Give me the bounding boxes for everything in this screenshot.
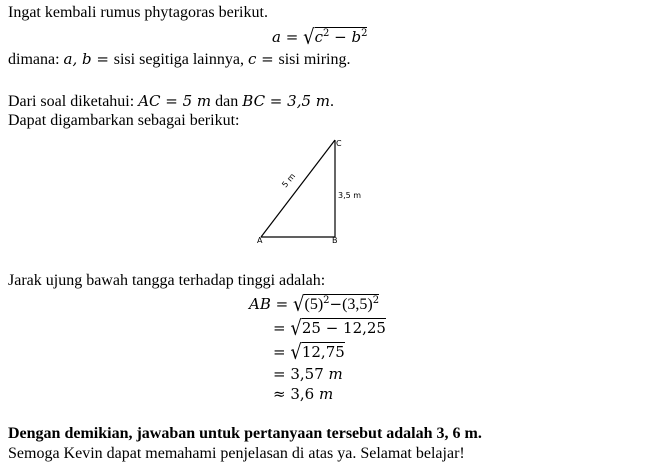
equals-sign: = [275, 295, 289, 313]
given-dan: dan [211, 93, 243, 110]
definition-eq: = [91, 50, 114, 68]
vertex-b-label: B [332, 236, 338, 245]
equation-value: = 3,57 [273, 365, 329, 383]
radicand: 25 − 12,25 [301, 319, 386, 337]
pythagoras-formula [272, 27, 367, 48]
definition-c: c [247, 50, 257, 68]
equation-line-3 [273, 342, 345, 363]
formula-b: b [351, 28, 362, 46]
term-a: (5) [304, 296, 324, 313]
diagram-intro: Dapat digambarkan sebagai berikut: [8, 112, 240, 129]
exponent: 2 [323, 295, 330, 306]
definition-prefix: dimana: [8, 51, 64, 68]
term-b: (3,5) [342, 296, 373, 313]
hypotenuse-label: 5 m [280, 171, 298, 190]
given-unit: m [315, 92, 331, 110]
unit: m [318, 385, 334, 403]
definition-mid: sisi segitiga lainnya, [113, 51, 248, 68]
triangle-diagram [250, 135, 370, 250]
side-bc-label: 3,5 m [338, 191, 362, 200]
equation-value: ≈ 3,6 [273, 385, 319, 403]
minus-sign: − [329, 295, 343, 313]
formula-sqrt: $√c^2 - b^2$ [303, 25, 368, 50]
vertex-a-label: A [257, 236, 263, 245]
formula-exp: 2 [322, 28, 330, 39]
unit: m [328, 365, 343, 383]
conclusion-answer: Dengan demikian, jawaban untuk pertanyaan tersebut adalah 3, 6 m. [8, 425, 482, 442]
definition-ab: a, b [63, 50, 92, 68]
formula-c: c [314, 28, 323, 46]
equals-sign: = [273, 319, 286, 337]
equals-sign: = [273, 343, 286, 361]
equation-line-1 [249, 294, 379, 315]
sqrt-expression: √12,75 [290, 340, 345, 365]
definition-end: sisi miring. [278, 51, 351, 68]
formula-minus: − [334, 28, 347, 46]
formula-equals: = [285, 28, 299, 46]
exponent: 2 [372, 295, 380, 306]
given-dot: . [330, 93, 335, 110]
given-unit: m [196, 92, 212, 110]
vertex-c-label: C [336, 139, 342, 148]
equation-line-4 [273, 364, 343, 384]
given-ac: AC = 5 [138, 92, 197, 110]
sqrt-expression: $√(5)^2-(3,5)^2$ [293, 292, 380, 317]
equation-line-2 [273, 318, 386, 339]
given-prefix: Dari soal diketahui: [8, 93, 139, 110]
equation-lhs: AB [249, 295, 271, 313]
given-line [8, 92, 334, 111]
sqrt-expression: √25 − 12,25 [290, 316, 386, 341]
intro-line: Ingat kembali rumus phytagoras berikut. [8, 4, 268, 21]
definition-line [8, 50, 350, 69]
closing-message: Semoga Kevin dapat memahami penjelasan di atas ya. Selamat belajar! [8, 445, 465, 462]
equation-line-5 [273, 384, 333, 404]
definition-eq: = [256, 50, 279, 68]
formula-exp: 2 [361, 28, 368, 39]
given-bc: BC = 3,5 [242, 92, 316, 110]
radicand: 12,75 [301, 343, 345, 361]
formula-a: a [272, 28, 281, 46]
solution-intro: Jarak ujung bawah tangga terhadap tinggi adalah: [8, 272, 326, 289]
